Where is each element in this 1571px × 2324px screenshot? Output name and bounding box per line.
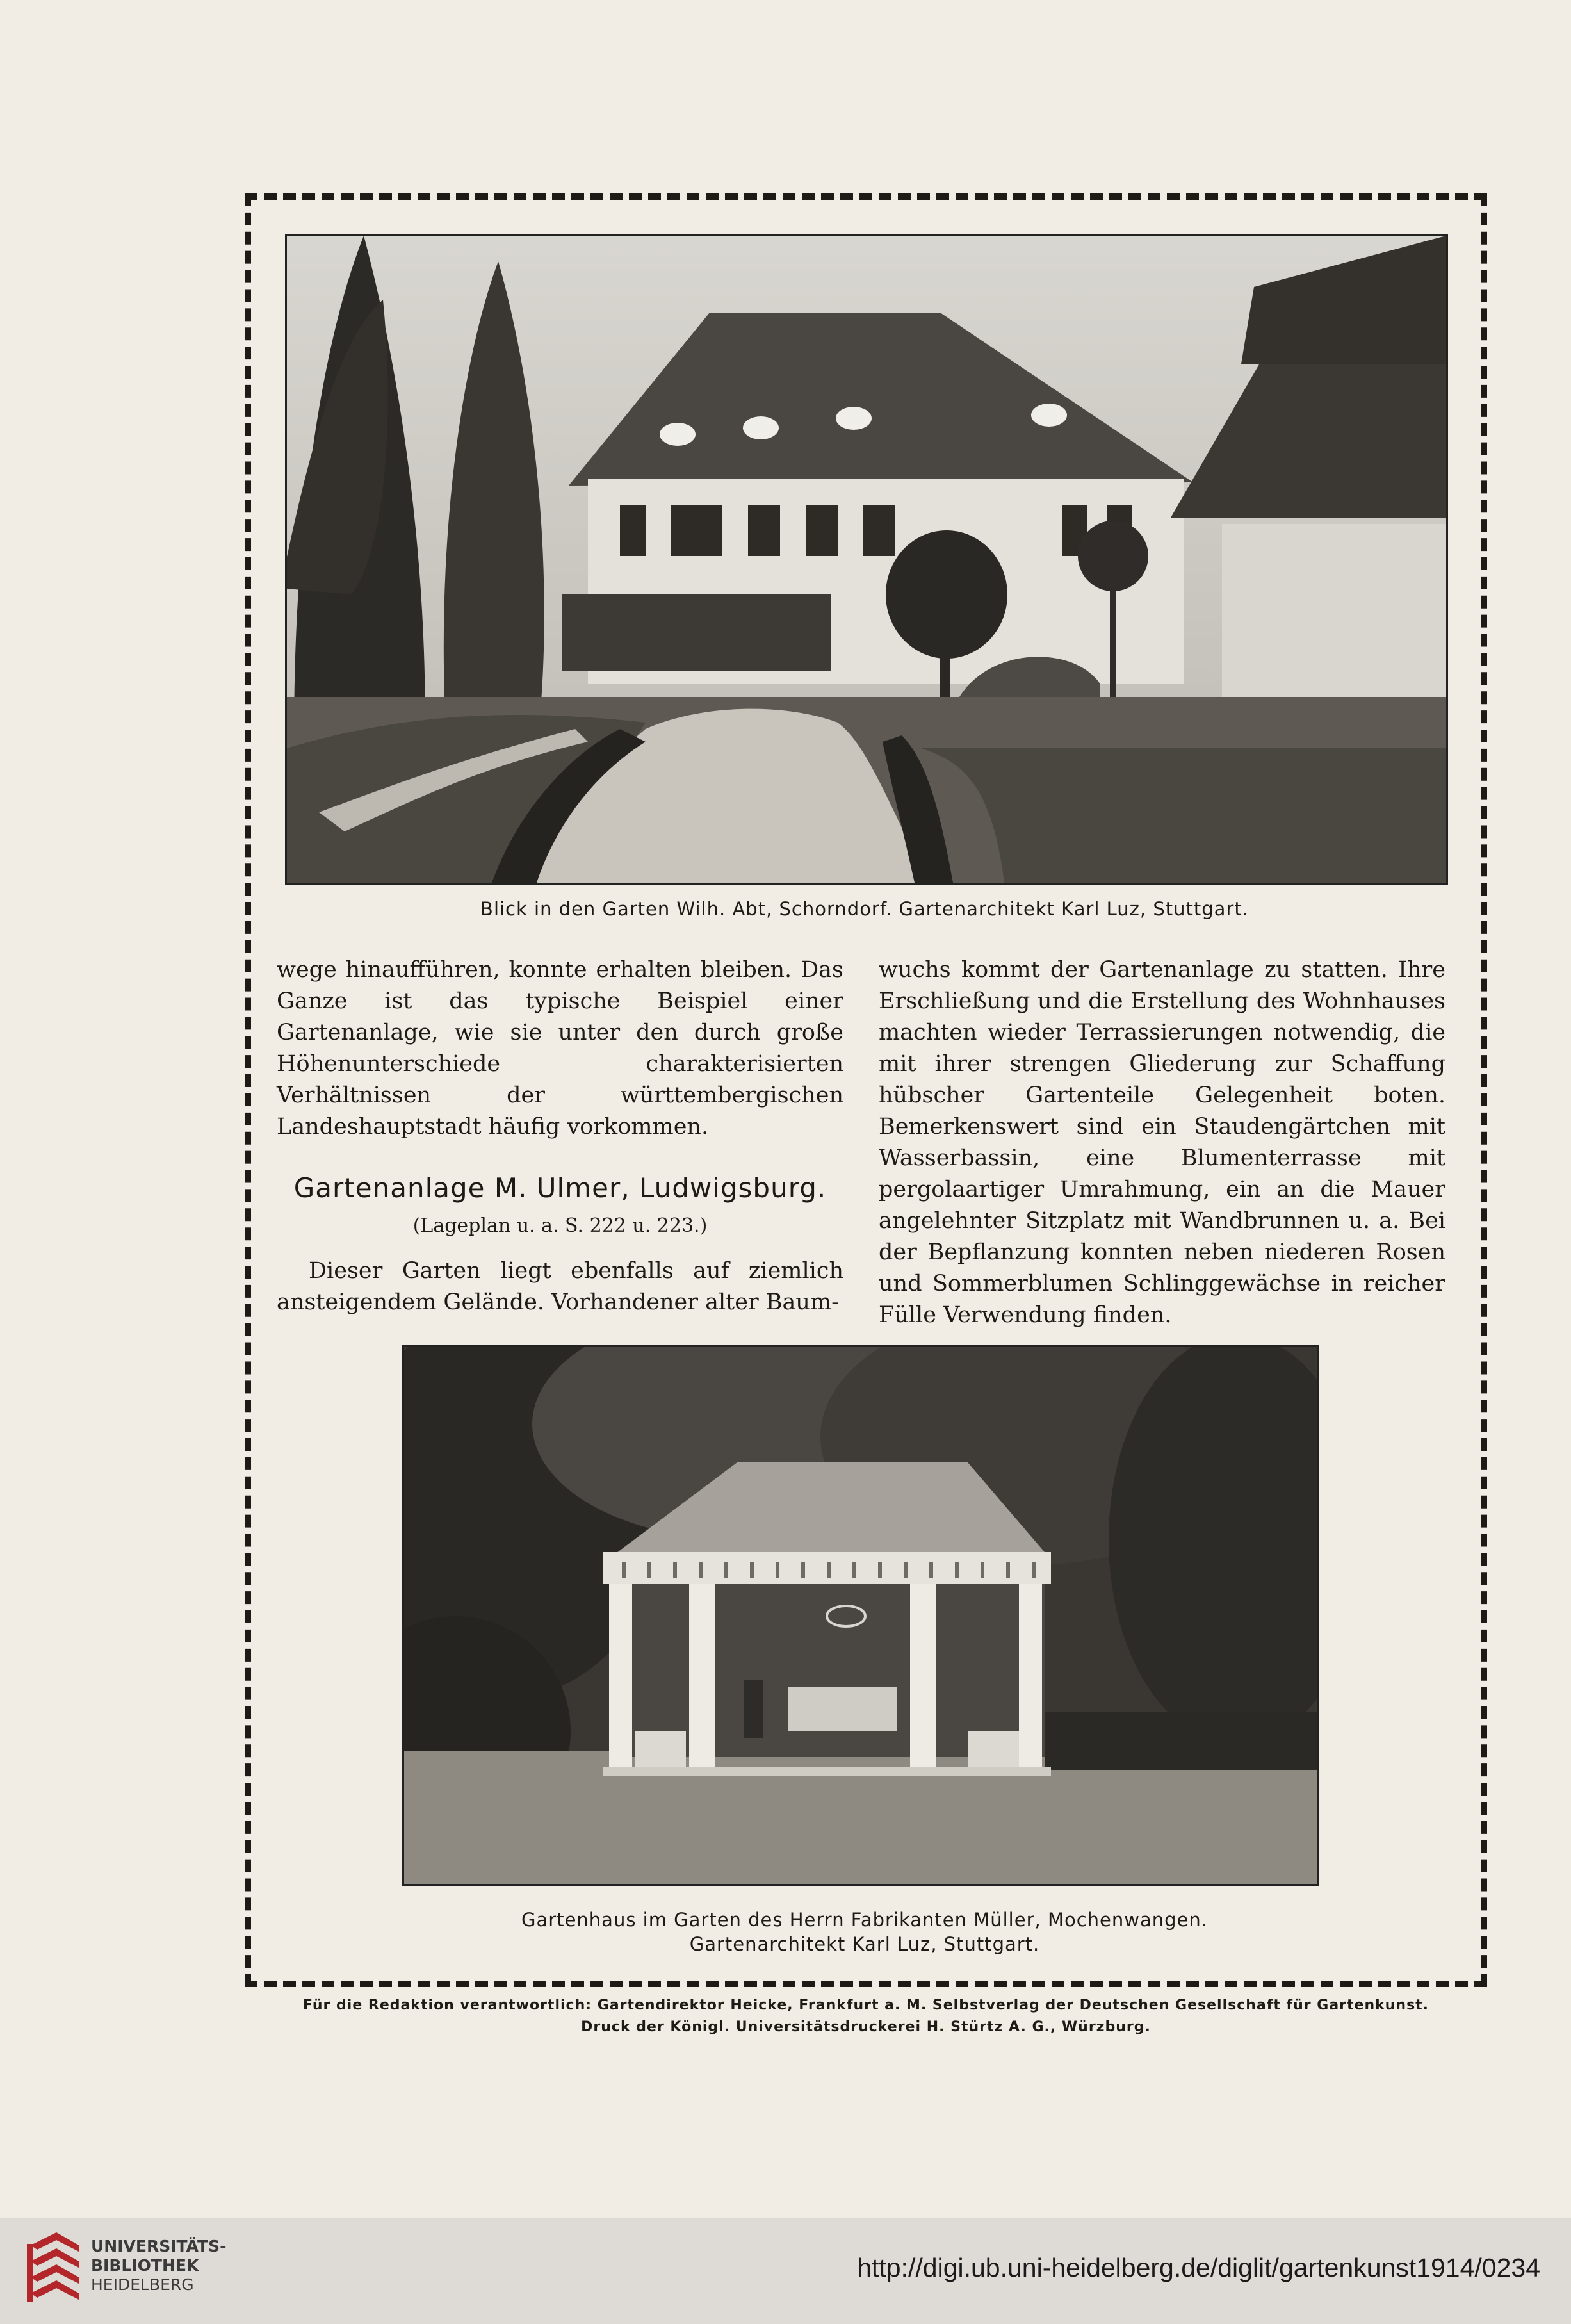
section-subheading: (Lageplan u. a. S. 222 u. 223.) <box>412 1215 708 1237</box>
left-paragraph-2: Dieser Garten liegt ebenfalls auf ziemlich ansteigendem Gelände. Vorhandener alter Baum- <box>277 1258 843 1315</box>
photo-bottom-caption-line-1: Gartenhaus im Garten des Herrn Fabrikanten Müller, Mochenwangen. <box>521 1909 1208 1931</box>
photo-bottom-caption-line-2: Gartenarchitekt Karl Luz, Stuttgart. <box>689 1933 1040 1955</box>
library-name <box>91 2237 226 2295</box>
footer-line-1: Für die Redaktion verantwortlich: Gartendirektor Heicke, Frankfurt a. M. Selbstverlag der Deutschen Gesellschaft für Gartenkunst. <box>302 1997 1429 2013</box>
section-heading: Gartenanlage M. Ulmer, Ludwigsburg. <box>293 1172 827 1204</box>
left-text-column <box>277 954 843 1318</box>
library-name-line-2: BIBLIOTHEK <box>91 2256 199 2275</box>
right-text-column <box>879 954 1445 1331</box>
photo-garden-house-illustration <box>404 1347 1317 1884</box>
right-paragraph-1: wuchs kommt der Gartenanlage zu statten. Ihre Erschließung und die Erstellung des Wohnhauses machten wieder Terrassierungen notwendig, die mit ihrer strengen Gliederung zur Schaffung hübscher Gartenteile Gelegenheit boten. Bemerkenswert sind ein Staudengärtchen mit Wasserbassin, eine Blumenterrasse mit pergolaartiger Umrahmung, ein an die Mauer angelehnter Sitzplatz mit Wandbrunnen u. a. Bei der Bepflanzung konnten neben niederen Rosen und Sommerblumen Schlinggewächse in reicher Fülle Verwendung finden. <box>879 957 1445 1328</box>
left-paragraph-1: wege hinaufführen, konnte erhalten bleiben. Das Ganze ist das typische Beispiel einer Gartenanlage, wie sie unter den durch große Höhenunterschiede charakterisierten Verhältnissen der württembergischen Landeshauptstadt häufig vorkommen. <box>277 957 843 1140</box>
footer-line-2: Druck der Königl. Universitätsdruckerei H. Stürtz A. G., Würzburg. <box>581 2019 1151 2035</box>
source-url-link[interactable]: http://digi.ub.uni-heidelberg.de/diglit/gartenkunst1914/0234 <box>857 2253 1540 2282</box>
photo-garden-abt <box>285 234 1448 885</box>
photo-garden-abt-illustration <box>287 236 1446 883</box>
photo-top-caption: Blick in den Garten Wilh. Abt, Schorndorf. Gartenarchitekt Karl Luz, Stuttgart. <box>480 898 1249 920</box>
library-name-line-1: UNIVERSITÄTS- <box>91 2237 227 2255</box>
photo-garden-house <box>402 1345 1319 1886</box>
university-library-logo-icon <box>18 2226 87 2309</box>
library-name-line-3: HEIDELBERG <box>91 2275 194 2294</box>
